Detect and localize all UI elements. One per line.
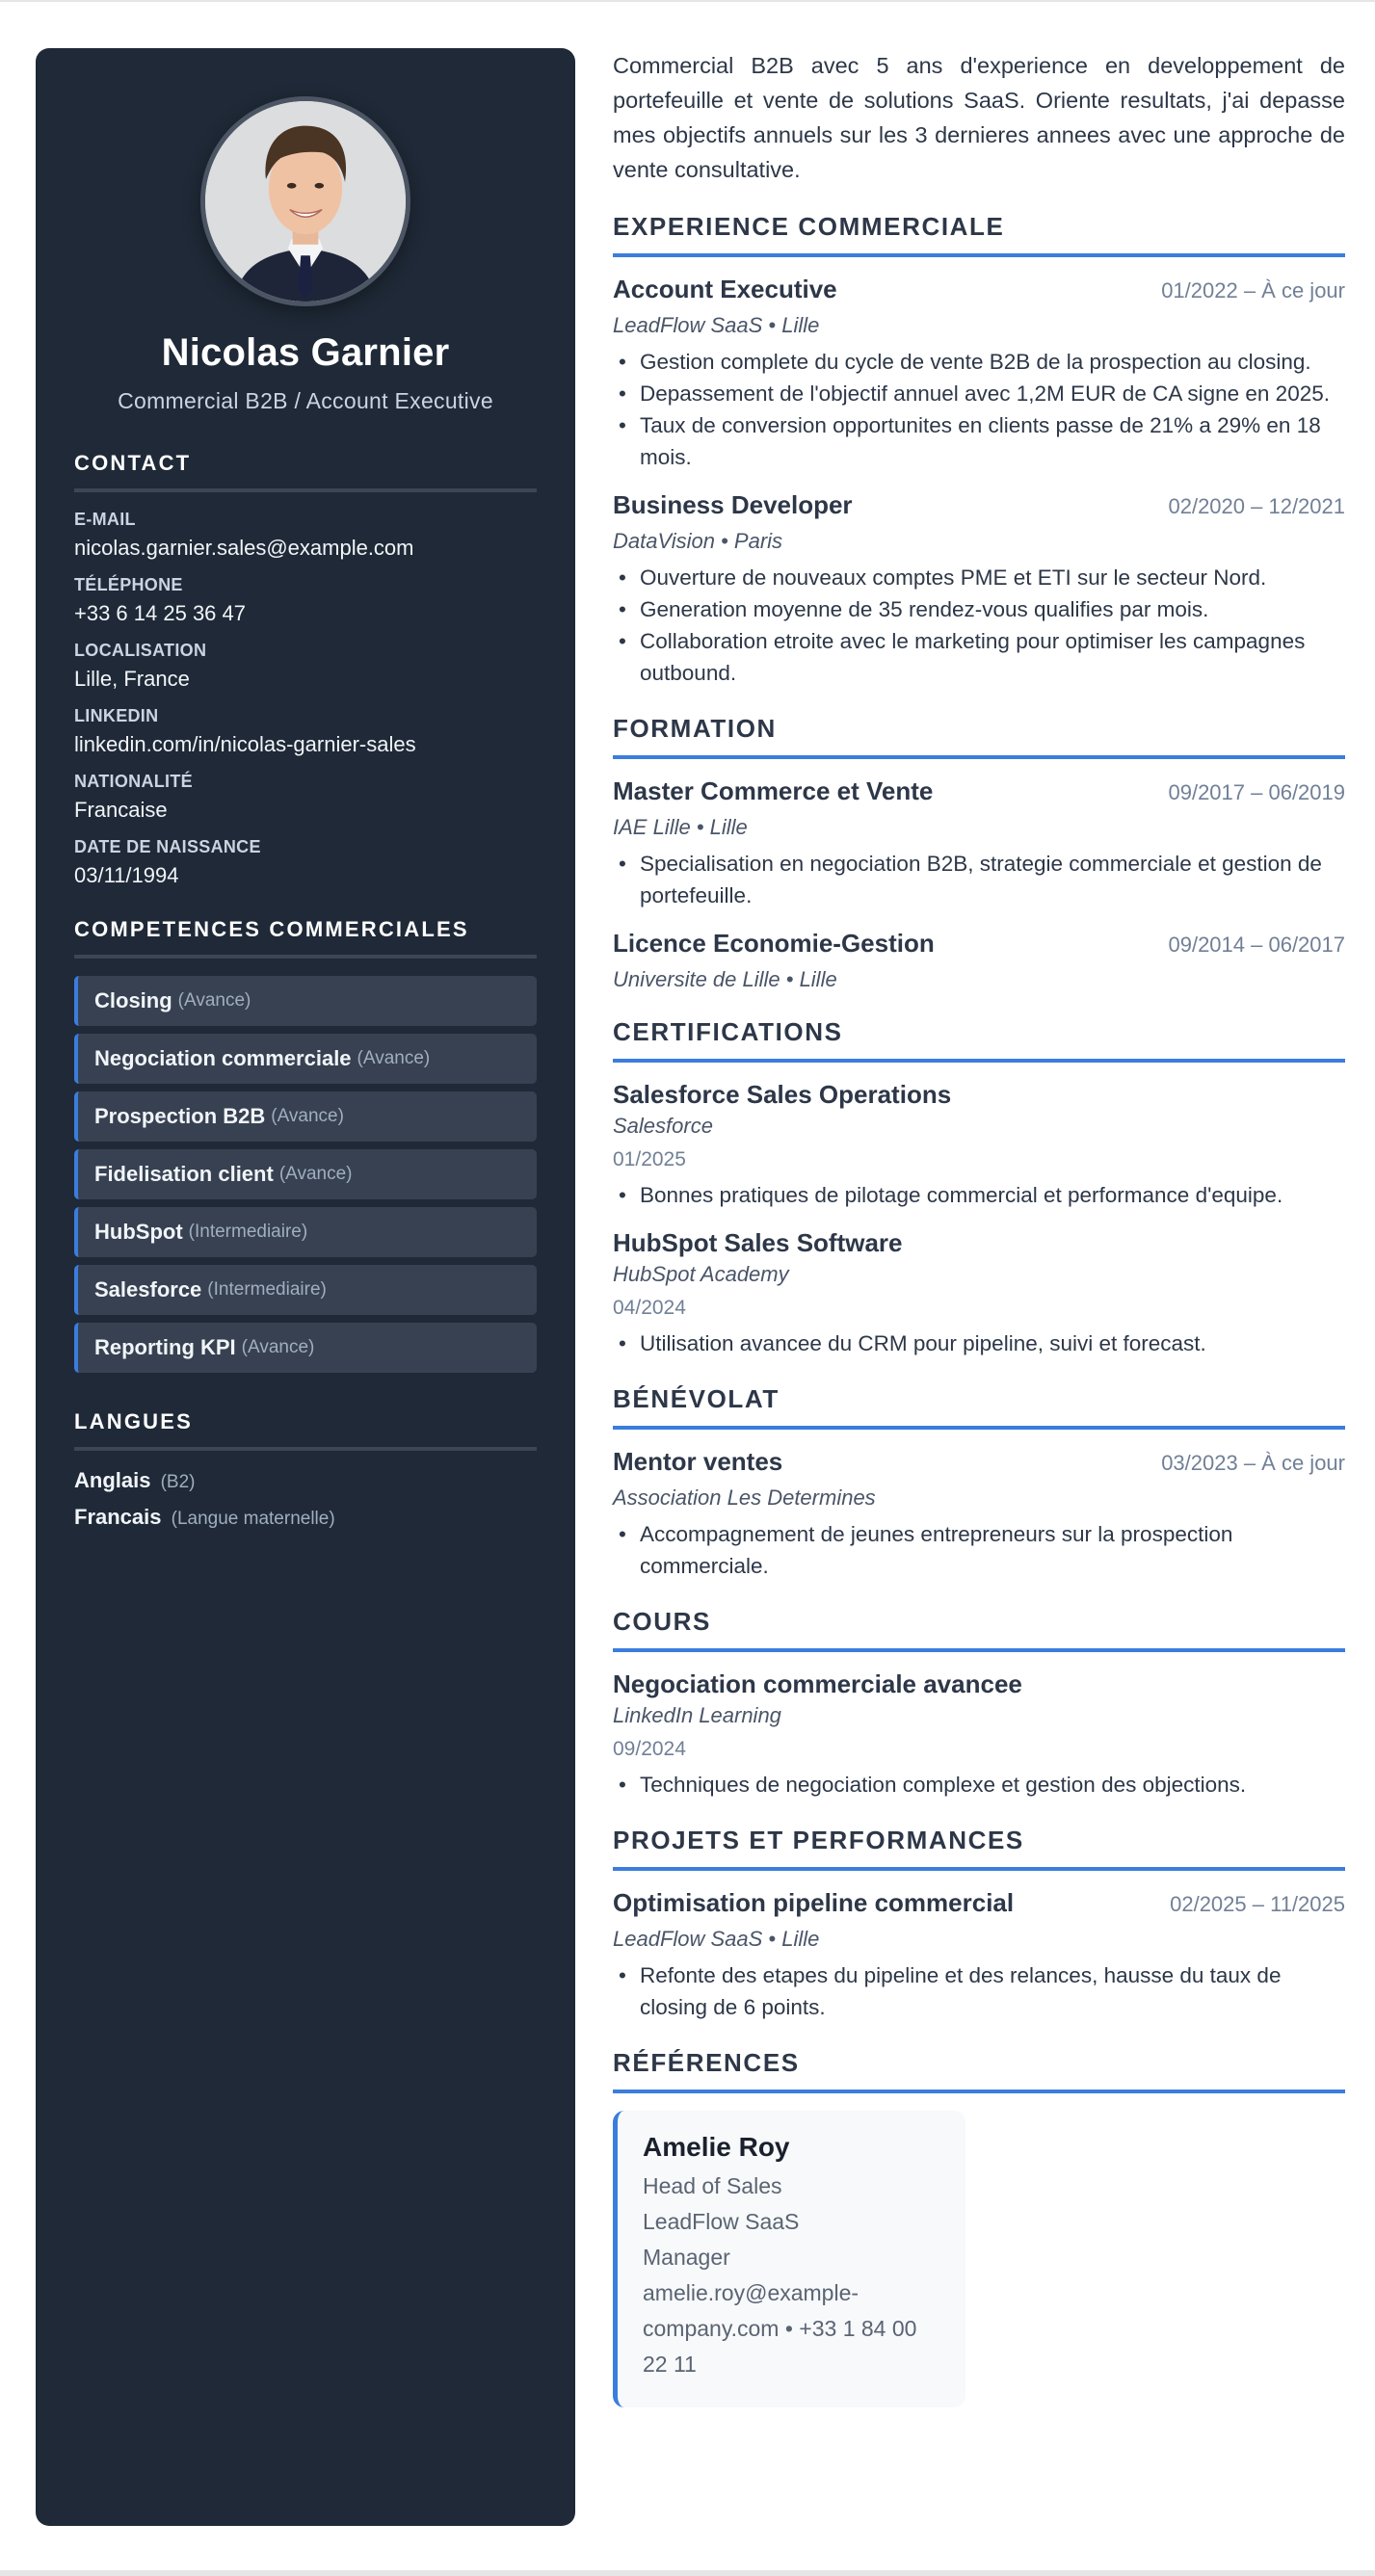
education-entry <box>613 776 1345 911</box>
portrait-photo-icon <box>205 101 406 302</box>
certification-entry <box>613 1080 1345 1211</box>
skill-name: HubSpot <box>94 1220 183 1244</box>
skill-level: (Avance) <box>177 990 251 1011</box>
contact-location-label: LOCALISATION <box>74 641 207 660</box>
skills-section <box>74 917 537 1373</box>
entry-date: 02/2025 – 11/2025 <box>1170 1892 1345 1916</box>
entry-header <box>613 275 1345 304</box>
volunteering-entry <box>613 1447 1345 1582</box>
main-content <box>613 48 1345 2407</box>
skill-item <box>74 1207 537 1257</box>
skill-name: Salesforce <box>94 1277 202 1301</box>
bullet-item: • Gestion complete du cycle de vente B2B de la prospection au closing. <box>613 346 1345 378</box>
entry-organization: HubSpot Academy <box>613 1262 789 1286</box>
contact-nationality <box>74 772 537 823</box>
education-section <box>613 714 1345 992</box>
reference-name: Amelie Roy <box>643 2132 790 2162</box>
contact-linkedin-value[interactable]: linkedin.com/in/nicolas-garnier-sales <box>74 732 416 756</box>
reference-contact[interactable]: amelie.roy@example-company.com • +33 1 84 00 22 11 <box>643 2280 917 2377</box>
contact-email-value[interactable]: nicolas.garnier.sales@example.com <box>74 536 414 560</box>
entry-organization: Association Les Determines <box>613 1485 876 1510</box>
bullet-item: • Bonnes pratiques de pilotage commercial et performance d'equipe. <box>613 1179 1345 1211</box>
avatar-wrap <box>74 96 537 306</box>
contact-heading: CONTACT <box>74 451 537 492</box>
certifications-heading: CERTIFICATIONS <box>613 1017 1345 1063</box>
contact-linkedin <box>74 706 537 757</box>
languages-heading: LANGUES <box>74 1409 537 1451</box>
certifications-section <box>613 1017 1345 1359</box>
entry-bullets <box>613 1769 1345 1801</box>
reference-card <box>613 2111 965 2407</box>
contact-email-label: E-MAIL <box>74 510 136 529</box>
entry-header <box>613 1447 1345 1477</box>
entry-bullets <box>613 346 1345 473</box>
entry-title: Licence Economie-Gestion <box>613 929 935 958</box>
language-level: (B2) <box>160 1472 196 1492</box>
bullet-item: • Collaboration etroite avec le marketing pour optimiser les campagnes outbound. <box>613 625 1345 689</box>
entry-organization: LeadFlow SaaS • Lille <box>613 1927 820 1951</box>
language-item <box>74 1505 537 1530</box>
skill-item <box>74 976 537 1026</box>
entry-bullets <box>613 1327 1345 1359</box>
course-entry <box>613 1669 1345 1801</box>
entry-date: 01/2022 – À ce jour <box>1161 278 1345 302</box>
reference-relation: Manager <box>643 2245 730 2270</box>
entry-title: Account Executive <box>613 275 837 303</box>
skill-name: Fidelisation client <box>94 1162 274 1186</box>
contact-location <box>74 641 537 692</box>
entry-title: Salesforce Sales Operations <box>613 1080 952 1109</box>
project-entry <box>613 1888 1345 2023</box>
entry-organization: LeadFlow SaaS • Lille <box>613 313 820 337</box>
entry-date: 04/2024 <box>613 1297 686 1319</box>
projects-heading: PROJETS ET PERFORMANCES <box>613 1826 1345 1871</box>
top-band <box>0 0 1375 2</box>
skill-level: (Avance) <box>241 1337 315 1357</box>
profile-name: Nicolas Garnier <box>161 331 450 374</box>
references-section <box>613 2048 1345 2407</box>
entry-bullets <box>613 1179 1345 1211</box>
skill-level: (Intermediaire) <box>207 1279 327 1300</box>
skill-item <box>74 1091 537 1142</box>
contact-location-value: Lille, France <box>74 667 190 691</box>
projects-section <box>613 1826 1345 2023</box>
language-name: Anglais <box>74 1468 151 1492</box>
skill-level: (Avance) <box>278 1164 353 1184</box>
entry-organization: Salesforce <box>613 1114 713 1138</box>
language-name: Francais <box>74 1505 162 1529</box>
bullet-item: • Ouverture de nouveaux comptes PME et ETI sur le secteur Nord. <box>613 562 1345 593</box>
skill-level: (Intermediaire) <box>188 1222 308 1242</box>
entry-header <box>613 1888 1345 1918</box>
language-item <box>74 1468 537 1493</box>
skill-item <box>74 1323 537 1373</box>
bullet-item: • Depassement de l'objectif annuel avec 1,2M EUR de CA signe en 2025. <box>613 378 1345 409</box>
entry-title: Mentor ventes <box>613 1447 783 1476</box>
contact-section <box>74 451 537 888</box>
entry-title: Optimisation pipeline commercial <box>613 1888 1015 1917</box>
profile-title: Commercial B2B / Account Executive <box>118 388 493 413</box>
profile-summary: Commercial B2B avec 5 ans d'experience en developpement de portefeuille et vente de solutions SaaS. Oriente resultats, j'ai depasse mes objectifs annuels sur les 3 dernieres annees avec une approche de vente consultative. <box>613 53 1345 182</box>
entry-date: 09/2014 – 06/2017 <box>1168 933 1345 957</box>
bullet-item: • Specialisation en negociation B2B, strategie commerciale et gestion de portefeuille. <box>613 848 1345 911</box>
bullet-item: • Utilisation avancee du CRM pour pipeline, suivi et forecast. <box>613 1327 1345 1359</box>
entry-bullets <box>613 848 1345 911</box>
experience-heading: EXPERIENCE COMMERCIALE <box>613 212 1345 257</box>
experience-entry <box>613 275 1345 473</box>
bullet-item: • Refonte des etapes du pipeline et des relances, hausse du taux de closing de 6 points. <box>613 1959 1345 2023</box>
entry-bullets <box>613 1959 1345 2023</box>
entry-title: Business Developer <box>613 490 853 519</box>
reference-company: LeadFlow SaaS <box>643 2209 800 2234</box>
skill-level: (Avance) <box>271 1106 344 1126</box>
skill-item <box>74 1149 537 1199</box>
contact-phone-value[interactable]: +33 6 14 25 36 47 <box>74 601 246 625</box>
entry-organization: Universite de Lille • Lille <box>613 967 837 991</box>
experience-section <box>613 212 1345 689</box>
entry-date: 02/2020 – 12/2021 <box>1168 494 1345 518</box>
courses-section <box>613 1607 1345 1801</box>
bullet-item: • Generation moyenne de 35 rendez-vous qualifies par mois. <box>613 593 1345 625</box>
languages-section <box>74 1409 537 1530</box>
contact-nationality-label: NATIONALITÉ <box>74 772 193 791</box>
skill-name: Prospection B2B <box>94 1104 266 1128</box>
skill-item <box>74 1265 537 1315</box>
entry-bullets <box>613 562 1345 689</box>
entry-organization: LinkedIn Learning <box>613 1703 781 1727</box>
sidebar <box>36 48 575 2526</box>
references-heading: RÉFÉRENCES <box>613 2048 1345 2093</box>
entry-header <box>613 929 1345 959</box>
avatar <box>200 96 410 306</box>
contact-nationality-value: Francaise <box>74 798 168 822</box>
contact-phone <box>74 575 537 626</box>
entry-bullets <box>613 1518 1345 1582</box>
entry-organization: IAE Lille • Lille <box>613 815 748 839</box>
skill-name: Closing <box>94 988 172 1012</box>
contact-linkedin-label: LINKEDIN <box>74 706 159 725</box>
reference-role: Head of Sales <box>643 2173 782 2198</box>
entry-title: Negociation commerciale avancee <box>613 1669 1022 1698</box>
bullet-item: • Techniques de negociation complexe et gestion des objections. <box>613 1769 1345 1801</box>
bottom-band <box>0 2570 1375 2576</box>
entry-title: Master Commerce et Vente <box>613 776 934 805</box>
volunteering-heading: BÉNÉVOLAT <box>613 1384 1345 1430</box>
entry-header <box>613 776 1345 806</box>
education-entry <box>613 929 1345 992</box>
entry-date: 03/2023 – À ce jour <box>1161 1451 1345 1475</box>
experience-entry <box>613 490 1345 689</box>
entry-date: 09/2017 – 06/2019 <box>1168 780 1345 804</box>
entry-date: 01/2025 <box>613 1148 686 1170</box>
skill-level: (Avance) <box>357 1048 431 1068</box>
certification-entry <box>613 1228 1345 1359</box>
bullet-item: • Taux de conversion opportunites en clients passe de 21% a 29% en 18 mois. <box>613 409 1345 473</box>
contact-email <box>74 510 537 561</box>
skills-heading: COMPETENCES COMMERCIALES <box>74 917 537 959</box>
bullet-item: • Accompagnement de jeunes entrepreneurs sur la prospection commerciale. <box>613 1518 1345 1582</box>
volunteering-section <box>613 1384 1345 1582</box>
skill-name: Reporting KPI <box>94 1335 236 1359</box>
entry-title: HubSpot Sales Software <box>613 1228 903 1257</box>
entry-date: 09/2024 <box>613 1738 686 1760</box>
contact-birthdate-label: DATE DE NAISSANCE <box>74 837 261 856</box>
contact-birthdate-value: 03/11/1994 <box>74 863 179 887</box>
entry-header <box>613 490 1345 520</box>
contact-birthdate <box>74 837 537 888</box>
language-level: (Langue maternelle) <box>171 1509 335 1529</box>
contact-phone-label: TÉLÉPHONE <box>74 575 183 594</box>
skill-name: Negociation commerciale <box>94 1046 352 1070</box>
skill-item <box>74 1034 537 1084</box>
entry-organization: DataVision • Paris <box>613 529 783 553</box>
education-heading: FORMATION <box>613 714 1345 759</box>
courses-heading: COURS <box>613 1607 1345 1652</box>
